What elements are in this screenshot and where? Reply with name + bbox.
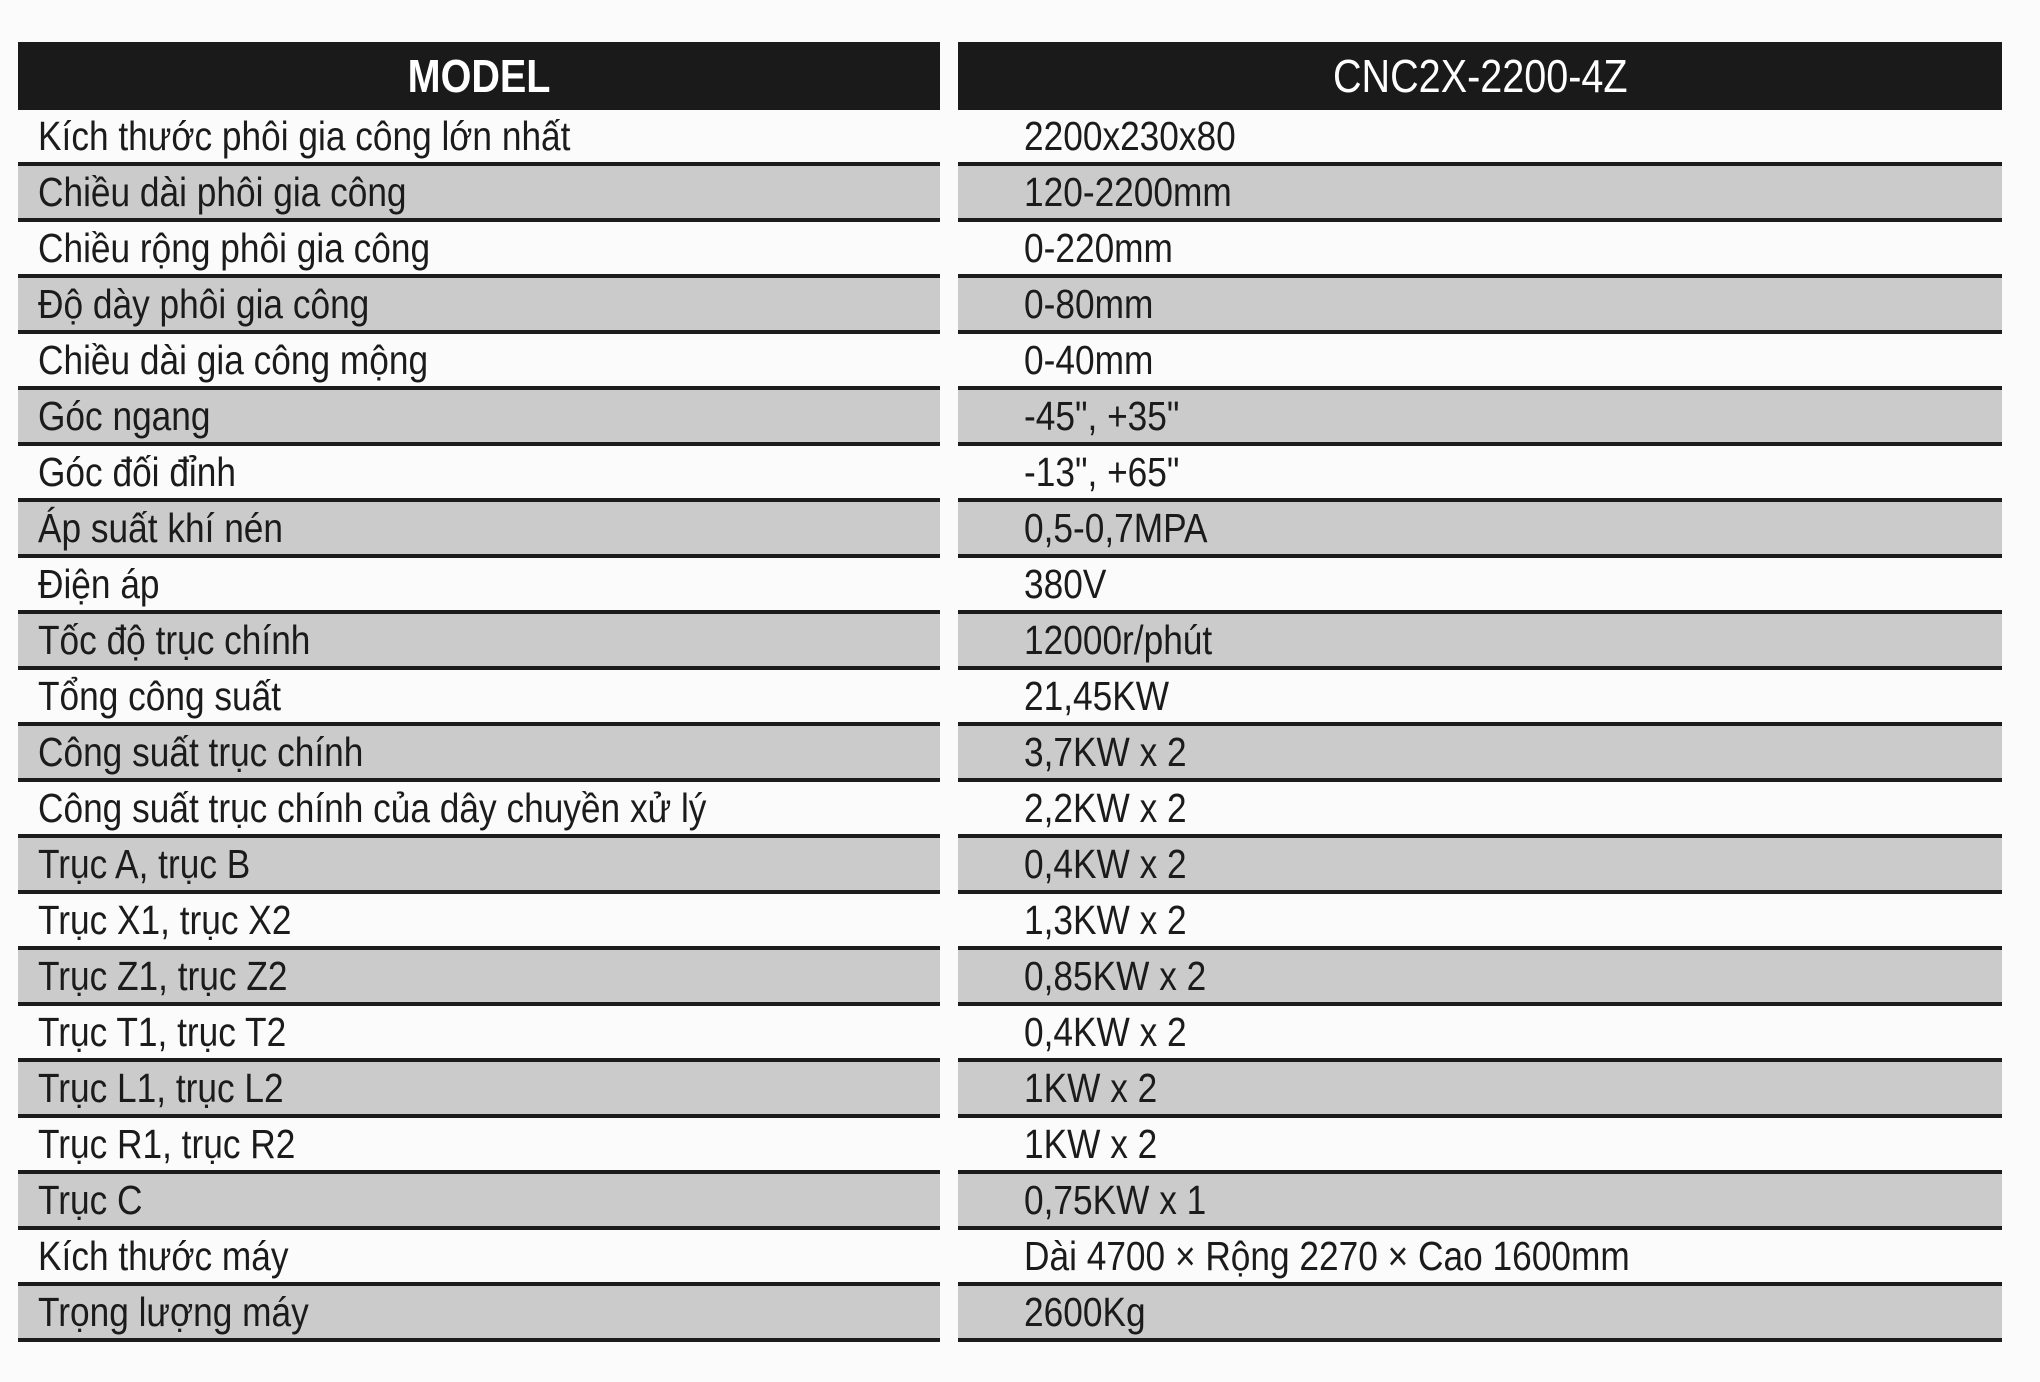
spec-label: Trọng lượng máy: [38, 1288, 309, 1335]
spec-value-row: [958, 166, 2002, 222]
spec-label-row: [18, 1006, 940, 1062]
spec-label-row: [18, 838, 940, 894]
spec-value-row: [958, 1006, 2002, 1062]
spec-label-row: [18, 782, 940, 838]
spec-value: 120-2200mm: [1024, 168, 1232, 215]
spec-value-row: [958, 1230, 2002, 1286]
spec-value-row: [958, 110, 2002, 166]
spec-label: Độ dày phôi gia công: [38, 280, 370, 327]
header-model-name: CNC2X-2200-4Z: [958, 42, 2002, 110]
spec-value: 3,7KW x 2: [1024, 728, 1187, 775]
spec-label-row: [18, 558, 940, 614]
spec-label: Trục T1, trục T2: [38, 1008, 287, 1055]
spec-label: Công suất trục chính của dây chuyền xử lý: [38, 784, 707, 831]
spec-value: Dài 4700 × Rộng 2270 × Cao 1600mm: [1024, 1232, 1630, 1279]
spec-label: Kích thước máy: [38, 1232, 289, 1279]
spec-label-row: [18, 726, 940, 782]
spec-value: 0-220mm: [1024, 224, 1173, 271]
spec-value-row: [958, 390, 2002, 446]
spec-label: Điện áp: [38, 560, 160, 607]
spec-label-row: [18, 110, 940, 166]
spec-value-row: [958, 278, 2002, 334]
spec-label-row: [18, 166, 940, 222]
spec-value: 0,85KW x 2: [1024, 952, 1207, 999]
spec-label-row: [18, 1174, 940, 1230]
spec-label: Trục C: [38, 1176, 143, 1223]
spec-value: 12000r/phút: [1024, 616, 1213, 663]
spec-label-row: [18, 894, 940, 950]
spec-value: 2200x230x80: [1024, 112, 1236, 159]
spec-value: 2600Kg: [1024, 1288, 1146, 1335]
spec-label-row: [18, 334, 940, 390]
spec-value: 380V: [1024, 560, 1107, 607]
spec-value-row: [958, 614, 2002, 670]
spec-value: 1,3KW x 2: [1024, 896, 1187, 943]
spec-value-row: [958, 894, 2002, 950]
spec-label: Trục X1, trục X2: [38, 896, 292, 943]
spec-label-row: [18, 1230, 940, 1286]
spec-value: 0,4KW x 2: [1024, 1008, 1187, 1055]
spec-value: 0-40mm: [1024, 336, 1154, 383]
spec-label: Tốc độ trục chính: [38, 616, 311, 663]
spec-label: Áp suất khí nén: [38, 504, 284, 551]
spec-value-row: [958, 670, 2002, 726]
spec-label: Chiều rộng phôi gia công: [38, 224, 431, 271]
spec-value-row: [958, 222, 2002, 278]
spec-value-row: [958, 782, 2002, 838]
spec-label: Công suất trục chính: [38, 728, 364, 775]
spec-value: 2,2KW x 2: [1024, 784, 1187, 831]
spec-label-row: [18, 614, 940, 670]
spec-label-row: [18, 1062, 940, 1118]
label-column: [18, 42, 940, 1342]
spec-label: Tổng công suất: [38, 672, 282, 719]
spec-value-row: [958, 950, 2002, 1006]
label-rows: [18, 110, 940, 1342]
spec-value-row: [958, 1286, 2002, 1342]
spec-label: Trục Z1, trục Z2: [38, 952, 288, 999]
spec-label-row: [18, 390, 940, 446]
spec-value-row: [958, 726, 2002, 782]
spec-label: Góc ngang: [38, 392, 211, 439]
spec-value: -45", +35": [1024, 392, 1180, 439]
spec-value-row: [958, 1174, 2002, 1230]
spec-label: Kích thước phôi gia công lớn nhất: [38, 112, 571, 159]
spec-value: 0,4KW x 2: [1024, 840, 1187, 887]
spec-value-row: [958, 502, 2002, 558]
spec-label: Trục A, trục B: [38, 840, 251, 887]
spec-value-row: [958, 334, 2002, 390]
spec-value: 0,5-0,7MPA: [1024, 504, 1208, 551]
spec-label-row: [18, 446, 940, 502]
spec-label-row: [18, 502, 940, 558]
spec-label: Chiều dài phôi gia công: [38, 168, 407, 215]
value-column: [958, 42, 2002, 1342]
spec-value: 1KW x 2: [1024, 1064, 1158, 1111]
spec-value-row: [958, 1118, 2002, 1174]
spec-label-row: [18, 1118, 940, 1174]
header-model-label: MODEL: [18, 42, 940, 110]
spec-value-row: [958, 558, 2002, 614]
spec-value-row: [958, 1062, 2002, 1118]
spec-label: Góc đối đỉnh: [38, 448, 236, 495]
spec-label: Trục L1, trục L2: [38, 1064, 284, 1111]
spec-value: 1KW x 2: [1024, 1120, 1158, 1167]
spec-value: -13", +65": [1024, 448, 1180, 495]
spec-value-row: [958, 446, 2002, 502]
spec-label-row: [18, 222, 940, 278]
spec-label-row: [18, 670, 940, 726]
spec-label: Chiều dài gia công mộng: [38, 336, 429, 383]
spec-value: 0-80mm: [1024, 280, 1154, 327]
spec-label-row: [18, 1286, 940, 1342]
spec-value: 0,75KW x 1: [1024, 1176, 1207, 1223]
spec-label-row: [18, 278, 940, 334]
spec-label-row: [18, 950, 940, 1006]
spec-value: 21,45KW: [1024, 672, 1170, 719]
value-rows: [958, 110, 2002, 1342]
spec-value-row: [958, 838, 2002, 894]
spec-label: Trục R1, trục R2: [38, 1120, 296, 1167]
